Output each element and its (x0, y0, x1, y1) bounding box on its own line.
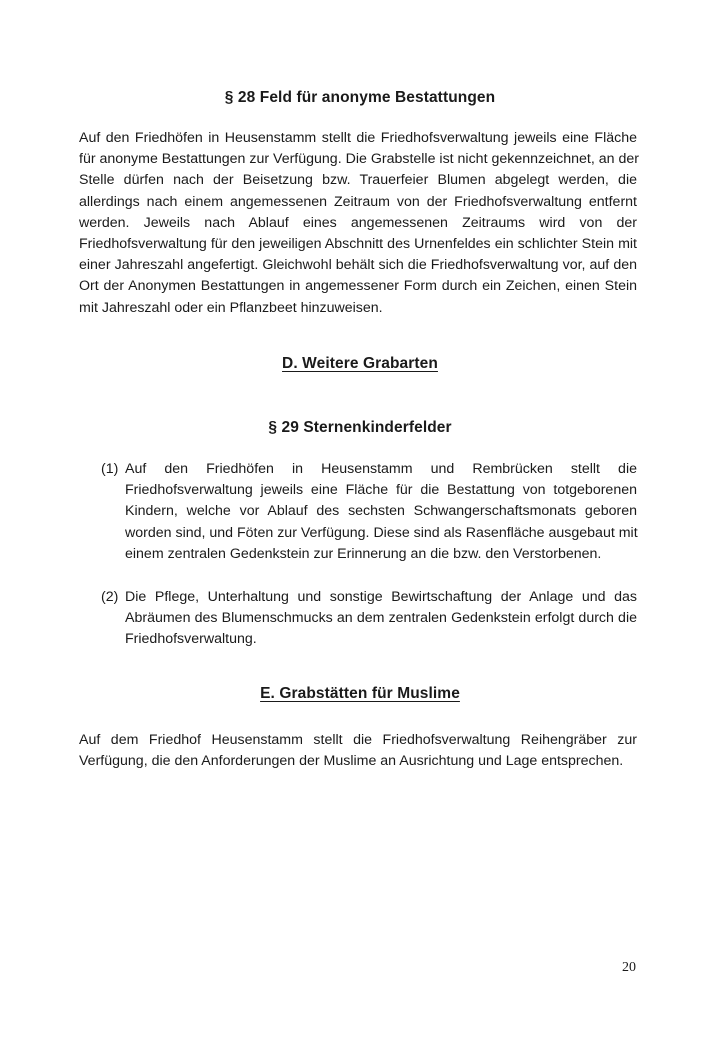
paragraph-line: Friedhofsverwaltung für den jeweiligen Abschnitt des Urnenfeldes ein schlichter Stein mit (79, 236, 637, 253)
paragraph-line: einem zentralen Gedenkstein zur Erinnerung an die bzw. den Verstorbenen. (125, 545, 602, 562)
paragraph-line: Kindern, welche vor Ablauf des sechsten Schwangerschaftsmonats geboren (125, 503, 637, 520)
paragraph-line: Auf dem Friedhof Heusenstamm stellt die Friedhofsverwaltung Reihengräber zur (79, 732, 637, 748)
paragraph-line: werden. Jeweils nach Ablauf eines angemessenen Zeitraums wird von der (79, 214, 637, 231)
list-item-1 (101, 459, 637, 569)
paragraph-line: Abräumen des Blumenschmucks an dem zentralen Gedenkstein erfolgt durch die (125, 610, 637, 627)
list-item-number: (2) (101, 589, 119, 605)
paragraph-line: allerdings nach einem angemessenen Zeitraum von der Friedhofsverwaltung entfernt (79, 193, 637, 210)
paragraph-line: Die Pflege, Unterhaltung und sonstige Bewirtschaftung der Anlage und das (125, 589, 637, 605)
section-29-title-text: § 29 Sternenkinderfelder (268, 419, 452, 436)
paragraph-line: mit Jahreszahl oder ein Pflanzbeet hinzuweisen. (79, 299, 383, 316)
paragraph-line: einer Jahreszahl angefertigt. Gleichwohl behält sich die Friedhofsverwaltung vor, auf den (79, 257, 637, 274)
section-29-title (0, 419, 720, 437)
list-item-body (125, 587, 637, 651)
section-d-title-text: D. Weitere Grabarten (282, 355, 438, 372)
paragraph-line: Auf den Friedhöfen in Heusenstamm stellt die Friedhofsverwaltung jeweils eine Fläche (79, 130, 637, 146)
paragraph-line: Ort der Anonymen Bestattungen in angemessener Form durch ein Zeichen, einen Stein (79, 278, 637, 295)
section-28-paragraph (79, 128, 637, 319)
paragraph-line: Friedhofsverwaltung jeweils eine Fläche für die Bestattung von totgeborenen (125, 482, 637, 499)
paragraph-line: Friedhofsverwaltung. (125, 631, 257, 648)
paragraph-line: für anonyme Bestattungen zur Verfügung. Die Grabstelle ist nicht gekennzeichnet, an der (79, 151, 639, 168)
list-item-2 (101, 587, 637, 653)
section-28-title (0, 89, 720, 107)
paragraph-line: worden sind, und Föten zur Verfügung. Diese sind als Rasenfläche ausgebaut mit (125, 524, 638, 541)
page-number: 20 (622, 960, 636, 975)
list-item-body (125, 459, 637, 565)
paragraph-line: Verfügung, die den Anforderungen der Muslime an Ausrichtung und Lage entsprechen. (79, 753, 624, 770)
section-e-title (0, 685, 720, 703)
list-item-number: (1) (101, 461, 119, 477)
section-28-title-text: § 28 Feld für anonyme Bestattungen (224, 89, 496, 106)
paragraph-line: Stelle dürfen nach der Beisetzung bzw. Trauerfeier Blumen abgelegt werden, die (79, 172, 637, 189)
section-e-paragraph (79, 730, 637, 772)
section-d-title (0, 355, 720, 373)
section-e-title-text: E. Grabstätten für Muslime (260, 685, 460, 702)
paragraph-line: Auf den Friedhöfen in Heusenstamm und Rembrücken stellt die (125, 461, 637, 477)
